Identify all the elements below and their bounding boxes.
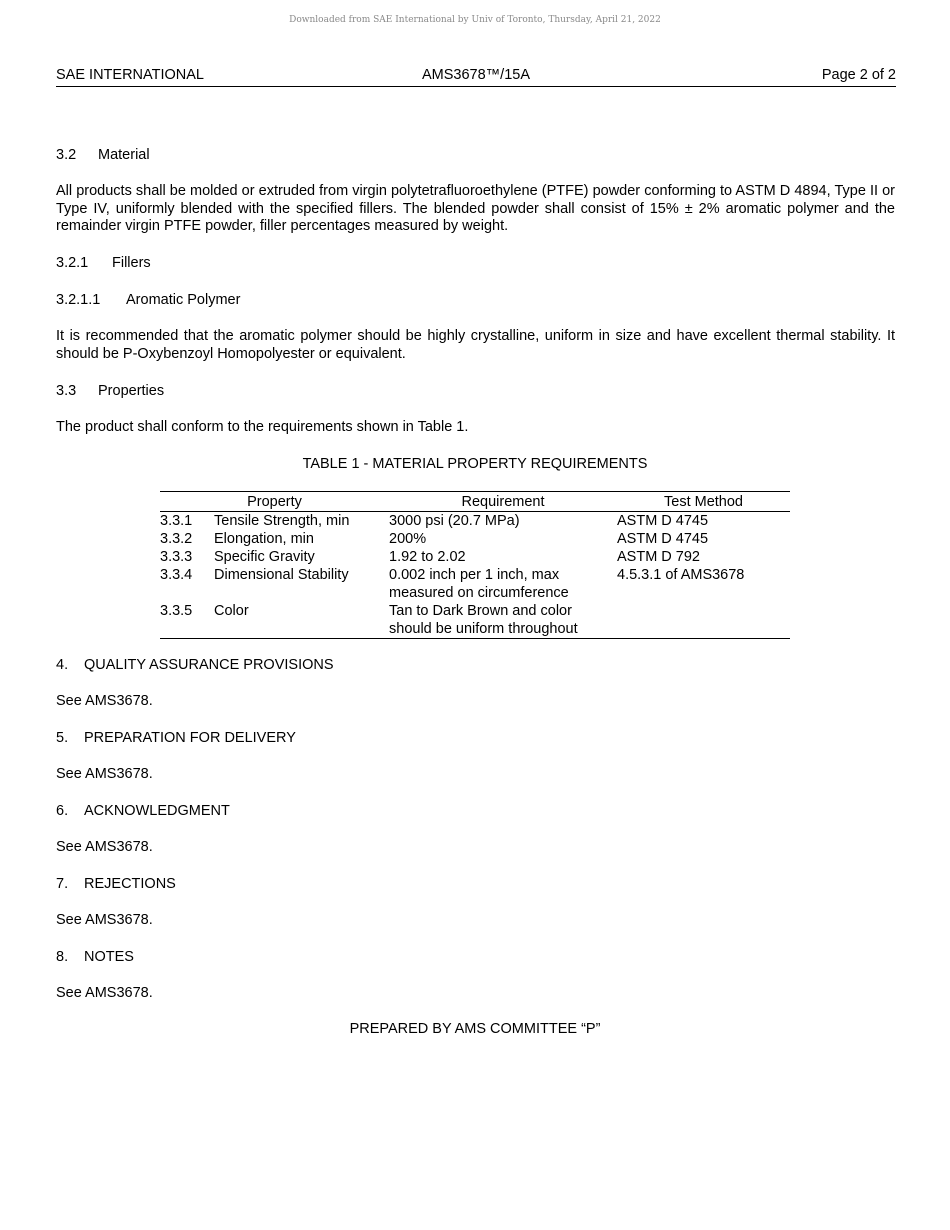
table-header-row (160, 492, 790, 512)
table-title: TABLE 1 - MATERIAL PROPERTY REQUIREMENTS (302, 456, 648, 472)
section-body-4: See AMS3678. (56, 693, 153, 709)
row-requirement (389, 548, 617, 566)
row-number: 3.3.5 (160, 602, 214, 639)
section-body-8: See AMS3678. (56, 985, 153, 1001)
material-property-table (160, 491, 790, 639)
section-heading-3-2 (56, 147, 895, 165)
section-heading-5 (56, 730, 895, 748)
section-number: 7. (56, 876, 69, 892)
page-header (56, 67, 896, 87)
table-row (160, 548, 790, 566)
row-number: 3.3.3 (160, 549, 193, 565)
row-requirement (389, 530, 617, 548)
row-test-method: ASTM D 4745 (617, 513, 709, 529)
row-number: 3.3.2 (160, 531, 193, 547)
section-title: NOTES (84, 949, 134, 965)
header-page-number: Page 2 of 2 (821, 67, 896, 83)
table-row (160, 602, 790, 639)
section-heading-7 (56, 876, 895, 894)
column-header-property: Property (160, 492, 389, 512)
row-property: Specific Gravity (214, 549, 315, 565)
section-number: 3.2.1.1 (56, 292, 101, 308)
row-number: 3.3.1 (160, 513, 193, 529)
download-notice: Downloaded from SAE International by Univ of Toronto, Thursday, April 21, 2022 (289, 15, 661, 25)
section-heading-3-2-1 (56, 255, 895, 273)
section-body-6: See AMS3678. (56, 839, 153, 855)
section-heading-8 (56, 949, 895, 967)
row-test-method (617, 602, 790, 639)
section-body-7: See AMS3678. (56, 912, 153, 928)
section-number: 4. (56, 657, 69, 673)
section-body-5: See AMS3678. (56, 766, 153, 782)
requirement-line: should be uniform throughout (389, 621, 578, 637)
section-title: REJECTIONS (84, 876, 176, 892)
prepared-by: PREPARED BY AMS COMMITTEE “P” (349, 1021, 601, 1037)
table-row (160, 512, 790, 531)
requirement-line: measured on circumference (389, 585, 569, 601)
requirement-line: 0.002 inch per 1 inch, max (389, 567, 560, 583)
requirement-line: Tan to Dark Brown and color (389, 603, 572, 619)
section-number: 3.2 (56, 147, 77, 163)
row-test-method: 4.5.3.1 of AMS3678 (617, 567, 745, 583)
section-title: PREPARATION FOR DELIVERY (84, 730, 296, 746)
row-test-method: ASTM D 792 (617, 549, 700, 565)
section-heading-3-2-1-1 (56, 292, 895, 310)
section-number: 8. (56, 949, 69, 965)
table-row (160, 530, 790, 548)
row-property: Color (214, 602, 389, 639)
row-test-method: ASTM D 4745 (617, 531, 709, 547)
requirement-line: 1.92 to 2.02 (389, 549, 466, 565)
section-body-3-2-1-1: It is recommended that the aromatic polymer should be highly crystalline, uniform in size and have excellent thermal stability. It should be P-Oxybenzoyl Homopolyester or equivalent. (56, 328, 895, 362)
row-requirement (389, 602, 617, 639)
section-number: 5. (56, 730, 69, 746)
requirement-line: 3000 psi (20.7 MPa) (389, 513, 520, 529)
table-row (160, 566, 790, 602)
section-number: 3.3 (56, 383, 77, 399)
row-requirement (389, 512, 617, 531)
section-heading-4 (56, 657, 895, 675)
row-property: Elongation, min (214, 531, 314, 547)
section-heading-3-3 (56, 383, 895, 401)
row-requirement (389, 566, 617, 602)
section-title: Material (98, 147, 150, 163)
column-header-test-method: Test Method (617, 492, 790, 512)
section-title: Aromatic Polymer (126, 292, 241, 308)
section-number: 6. (56, 803, 69, 819)
column-header-requirement: Requirement (389, 492, 617, 512)
header-organization: SAE INTERNATIONAL (56, 67, 204, 83)
section-heading-6 (56, 803, 895, 821)
section-title: QUALITY ASSURANCE PROVISIONS (84, 657, 334, 673)
section-body-3-3: The product shall conform to the requirements shown in Table 1. (56, 419, 469, 435)
section-number: 3.2.1 (56, 255, 89, 271)
row-number: 3.3.4 (160, 567, 193, 583)
row-property: Tensile Strength, min (214, 513, 350, 529)
header-document-number: AMS3678™/15A (421, 67, 530, 83)
requirement-line: 200% (389, 531, 427, 547)
row-property: Dimensional Stability (214, 567, 349, 583)
section-title: ACKNOWLEDGMENT (84, 803, 230, 819)
section-body-3-2: All products shall be molded or extruded from virgin polytetrafluoroethylene (PTFE) powder conforming to ASTM D 4894, Type II or Type IV, uniformly blended with the specified fillers. The blended powder shall consist of 15% ± 2% aromatic polymer and the remainder virgin PTFE powder, filler percentages measured by weight. (56, 183, 895, 234)
section-title: Properties (98, 383, 165, 399)
section-title: Fillers (112, 255, 151, 271)
